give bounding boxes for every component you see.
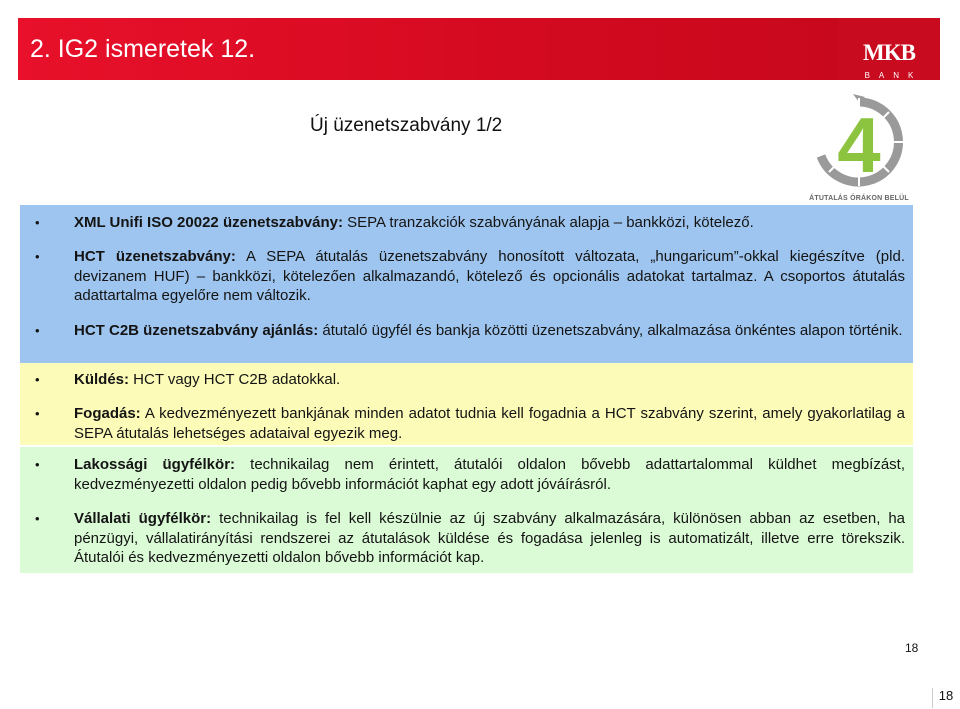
bullet-dot: •	[35, 323, 40, 338]
bullet-text: A SEPA átutalás üzenetszabvány honosított változata, „hungaricum”-okkal kiegészítve (pld. devizanem HUF) – bankközi, kötelezően alkalmazandó, kötelező és opcionális adatokat tartalmaz. A csoportos átutalás adattartalma egyelőre nem változik.	[74, 248, 905, 304]
logo-text: MKB	[863, 40, 915, 65]
bullet-text: HCT vagy HCT C2B adatokkal.	[129, 371, 341, 388]
bullet-xml-unifi	[20, 213, 913, 233]
bullet-retail	[20, 455, 913, 494]
slide-subtitle: Új üzenetszabvány 1/2	[310, 115, 503, 136]
bullet-dot: •	[35, 511, 40, 526]
bullet-text: technikailag nem érintett, átutalói oldalon bővebb adattartalommal küldhet megbízást, kedvezményezetti oldalon pedig bővebb információt kaphat egy adott jóváírásról.	[74, 456, 906, 493]
badge-number: 4	[837, 101, 881, 189]
bullet-dot: •	[35, 372, 40, 387]
bullet-text: SEPA tranzakciók szabványának alapja – bankközi, kötelező.	[342, 214, 754, 231]
bullet-label: XML Unifi ISO 20022 üzenetszabvány:	[74, 214, 343, 231]
slide-title: 2. IG2 ismeretek 12.	[30, 35, 256, 63]
bullet-send	[20, 370, 913, 390]
badge-caption: ÁTUTALÁS ÓRÁKON BELÜL	[809, 195, 909, 202]
bullet-hct-c2b	[20, 321, 913, 341]
bullet-text: átutaló ügyfél és bankja közötti üzenetszabvány, alkalmazása önkéntes alapon történik.	[318, 322, 903, 339]
bullet-dot: •	[35, 249, 40, 264]
bullet-dot: •	[35, 406, 40, 421]
transfer-hours-badge-icon	[805, 92, 913, 192]
bullet-dot: •	[35, 215, 40, 230]
title-bar	[18, 18, 838, 80]
page-number-corner: 18	[932, 688, 959, 708]
bullet-corporate	[20, 509, 913, 568]
bullet-label: HCT üzenetszabvány:	[74, 248, 236, 265]
bullet-text: technikailag is fel kell készülnie az új szabvány alkalmazására, különösen abban az esetben, ha pénzügyi, vállalatirányítási rendszerei az átutalások küldése és fogadása jelenleg is automatizált, illetve erre törekszik. Átutalói és kedvezményezetti oldalon bővebb információt kap.	[74, 510, 905, 566]
bullet-label: Lakossági ügyfélkör:	[74, 456, 236, 473]
bullet-label: Fogadás:	[74, 405, 141, 422]
mkb-logo	[838, 18, 940, 80]
bullet-hct	[20, 247, 913, 306]
logo-subtext: BANK	[864, 71, 923, 80]
bullet-label: Küldés:	[74, 371, 130, 388]
bullet-text: A kedvezményezett bankjának minden adatot tudnia kell fogadnia a HCT szabvány szerint, amely gyakorlatilag a SEPA átutalás lehetséges adataival egyezik meg.	[74, 405, 905, 442]
bullet-dot: •	[35, 457, 40, 472]
bullet-receive	[20, 404, 913, 443]
page-number: 18	[905, 641, 919, 655]
bullet-label: HCT C2B üzenetszabvány ajánlás:	[74, 322, 319, 339]
bullet-label: Vállalati ügyfélkör:	[74, 510, 212, 527]
